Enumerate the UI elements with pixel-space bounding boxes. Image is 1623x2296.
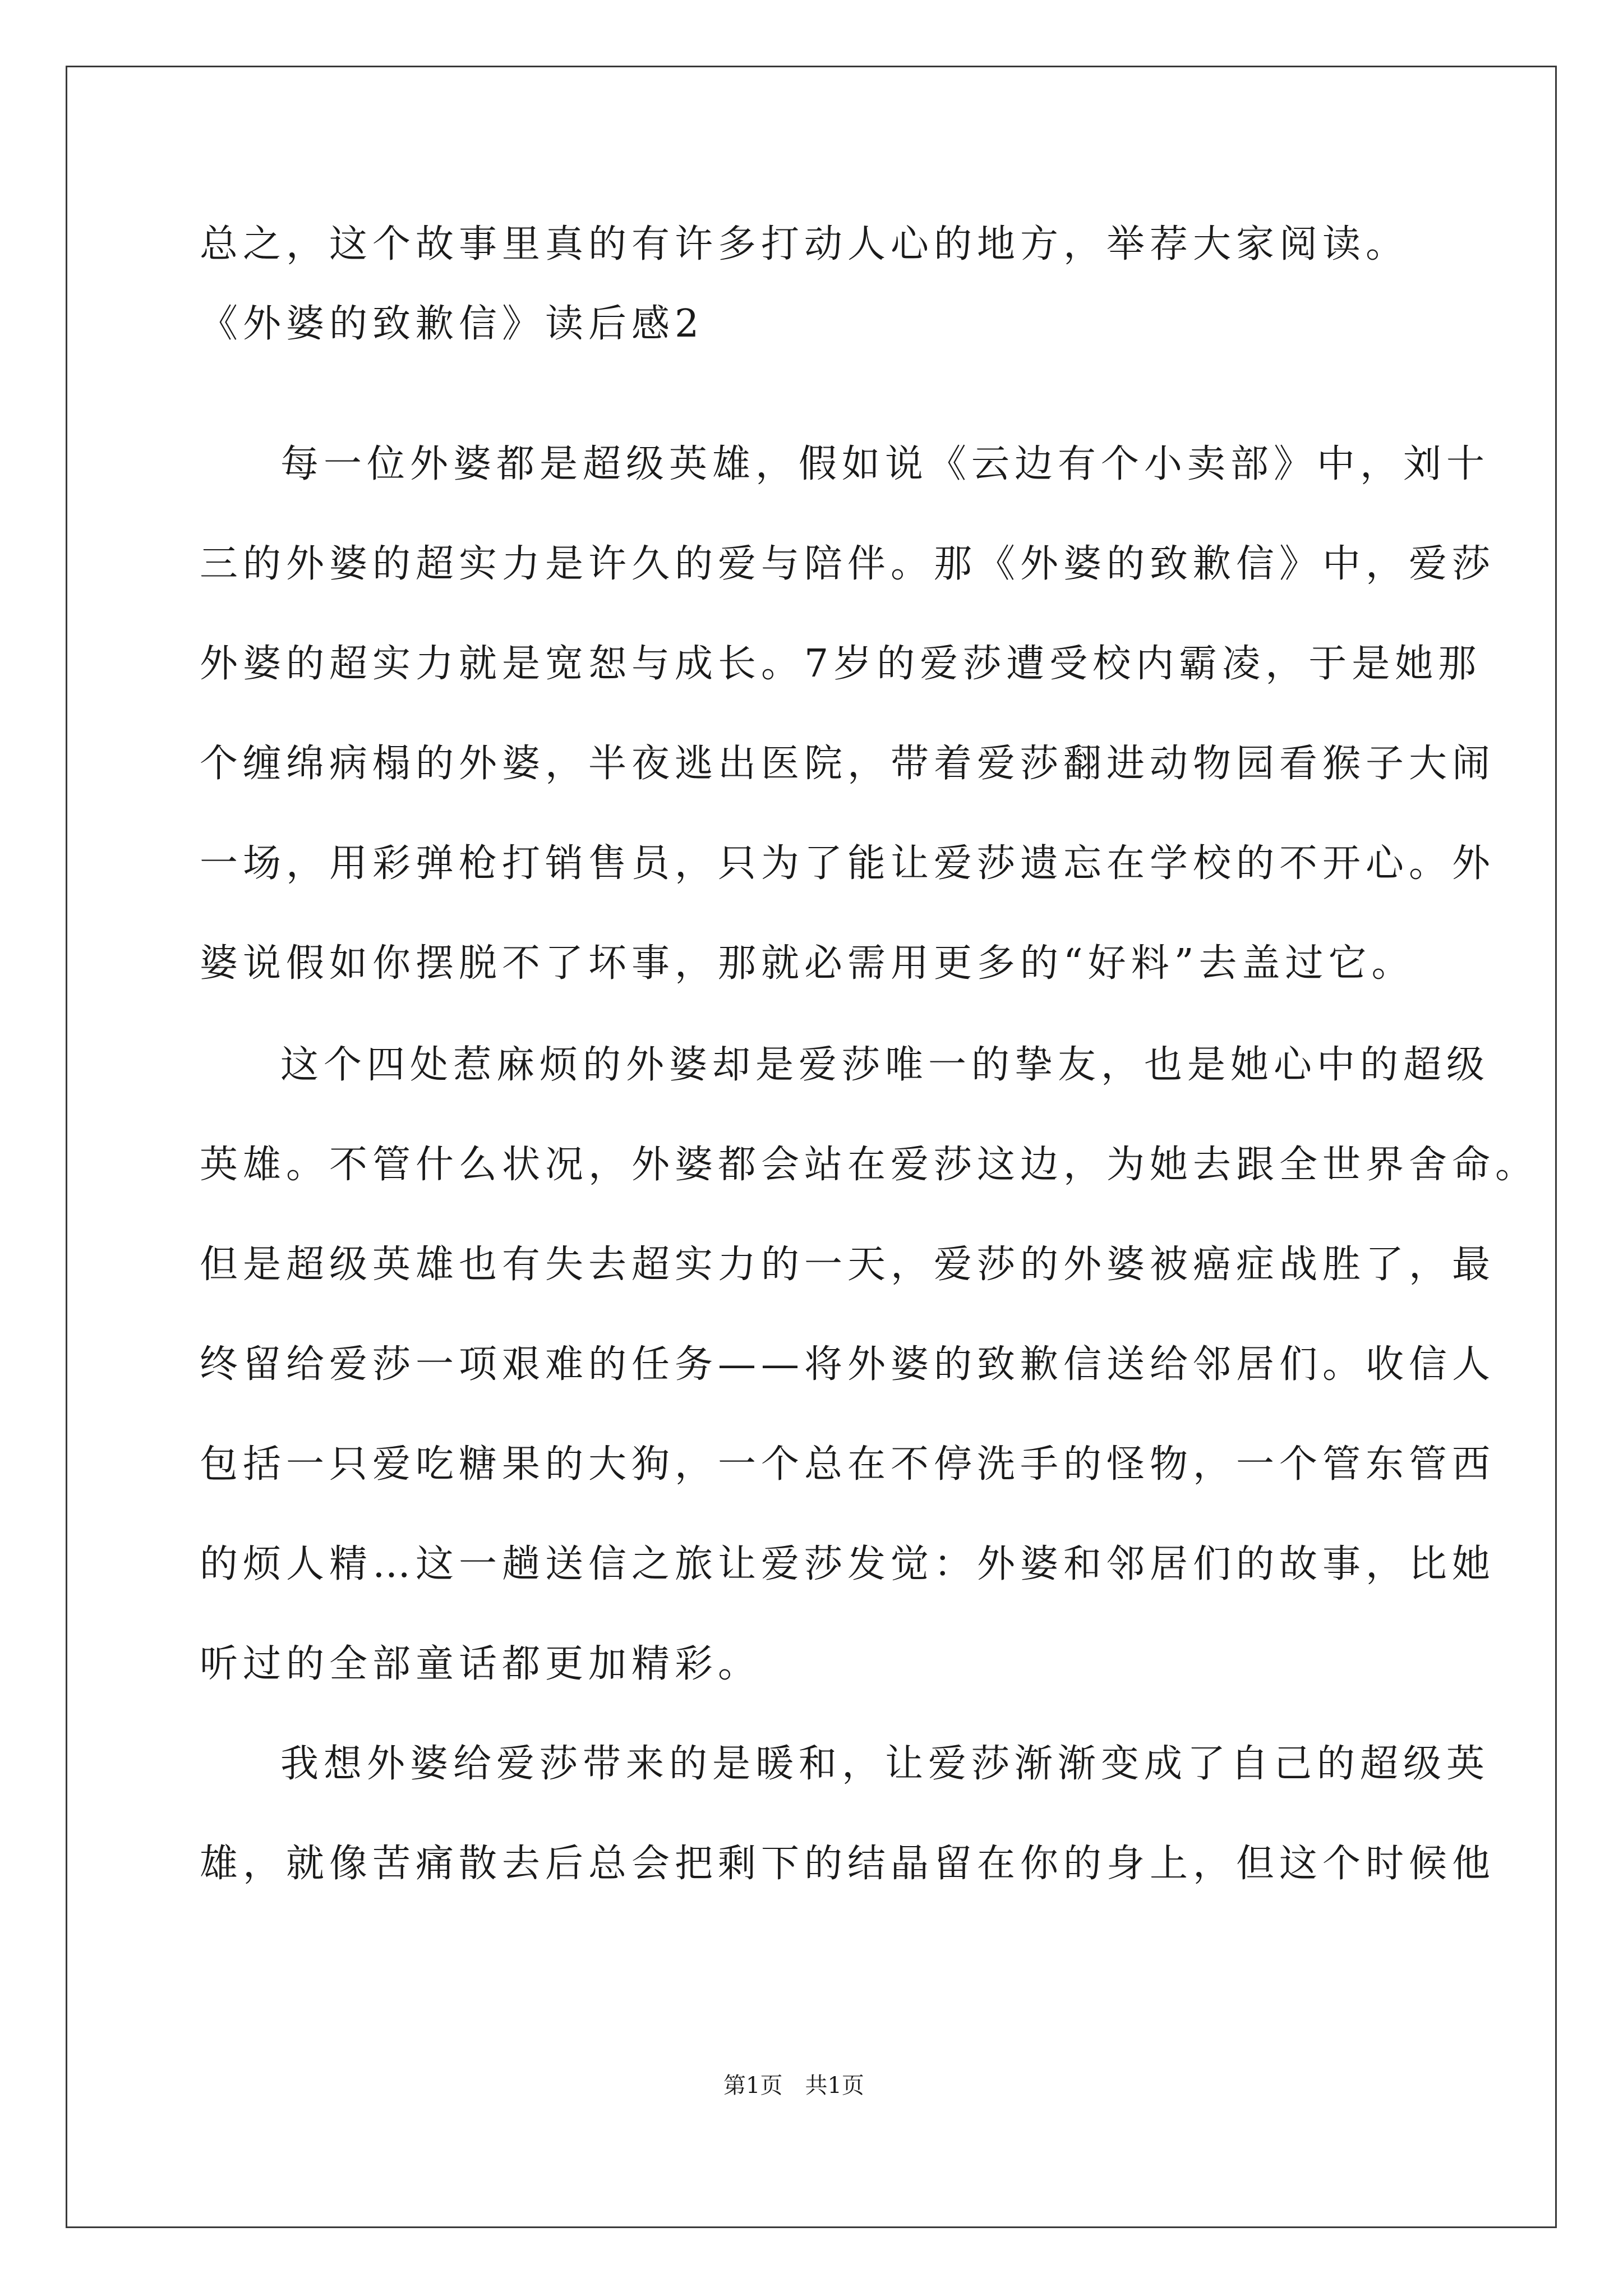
text-line: 每一位外婆都是超级英雄，假如说《云边有个小卖部》中，刘十: [280, 442, 1490, 486]
text-line: 英雄。不管什么状况，外婆都会站在爱莎这边，为她去跟全世界舍命。: [200, 1143, 1539, 1187]
text-line: 一场，用彩弹枪打销售员，只为了能让爱莎遗忘在学校的不开心。外: [200, 841, 1496, 886]
text-line: 总之，这个故事里真的有许多打动人心的地方，举荐大家阅读。: [200, 222, 1409, 266]
text-line: 婆说假如你摆脱不了坏事，那就必需用更多的“好料”去盖过它。: [200, 941, 1415, 986]
text-line: 终留给爱莎一项艰难的任务——将外婆的致歉信送给邻居们。收信人: [200, 1342, 1496, 1387]
text-line: 听过的全部童话都更加精彩。: [200, 1642, 762, 1686]
section-heading: 《外婆的致歉信》读后感2: [200, 302, 704, 346]
text-line: 雄，就像苦痛散去后总会把剩下的结晶留在你的身上，但这个时候他: [200, 1842, 1496, 1886]
text-line: 我想外婆给爱莎带来的是暖和，让爱莎渐渐变成了自己的超级英: [280, 1742, 1490, 1786]
page-number-footer: 第1页 共1页: [723, 2073, 864, 2099]
text-line: 包括一只爱吃糖果的大狗，一个总在不停洗手的怪物，一个管东管西: [200, 1442, 1496, 1487]
text-line: 但是超级英雄也有失去超实力的一天，爱莎的外婆被癌症战胜了，最: [200, 1243, 1496, 1287]
text-line: 这个四处惹麻烦的外婆却是爱莎唯一的挚友，也是她心中的超级: [280, 1043, 1490, 1087]
text-line: 三的外婆的超实力是许久的爱与陪伴。那《外婆的致歉信》中，爱莎: [200, 542, 1496, 586]
text-line: 个缠绵病榻的外婆，半夜逃出医院，带着爱莎翻进动物园看猴子大闹: [200, 742, 1496, 786]
text-line: 外婆的超实力就是宽恕与成长。7岁的爱莎遭受校内霸凌，于是她那: [200, 642, 1482, 686]
text-line: 的烦人精…这一趟送信之旅让爱莎发觉：外婆和邻居们的故事，比她: [200, 1542, 1496, 1586]
